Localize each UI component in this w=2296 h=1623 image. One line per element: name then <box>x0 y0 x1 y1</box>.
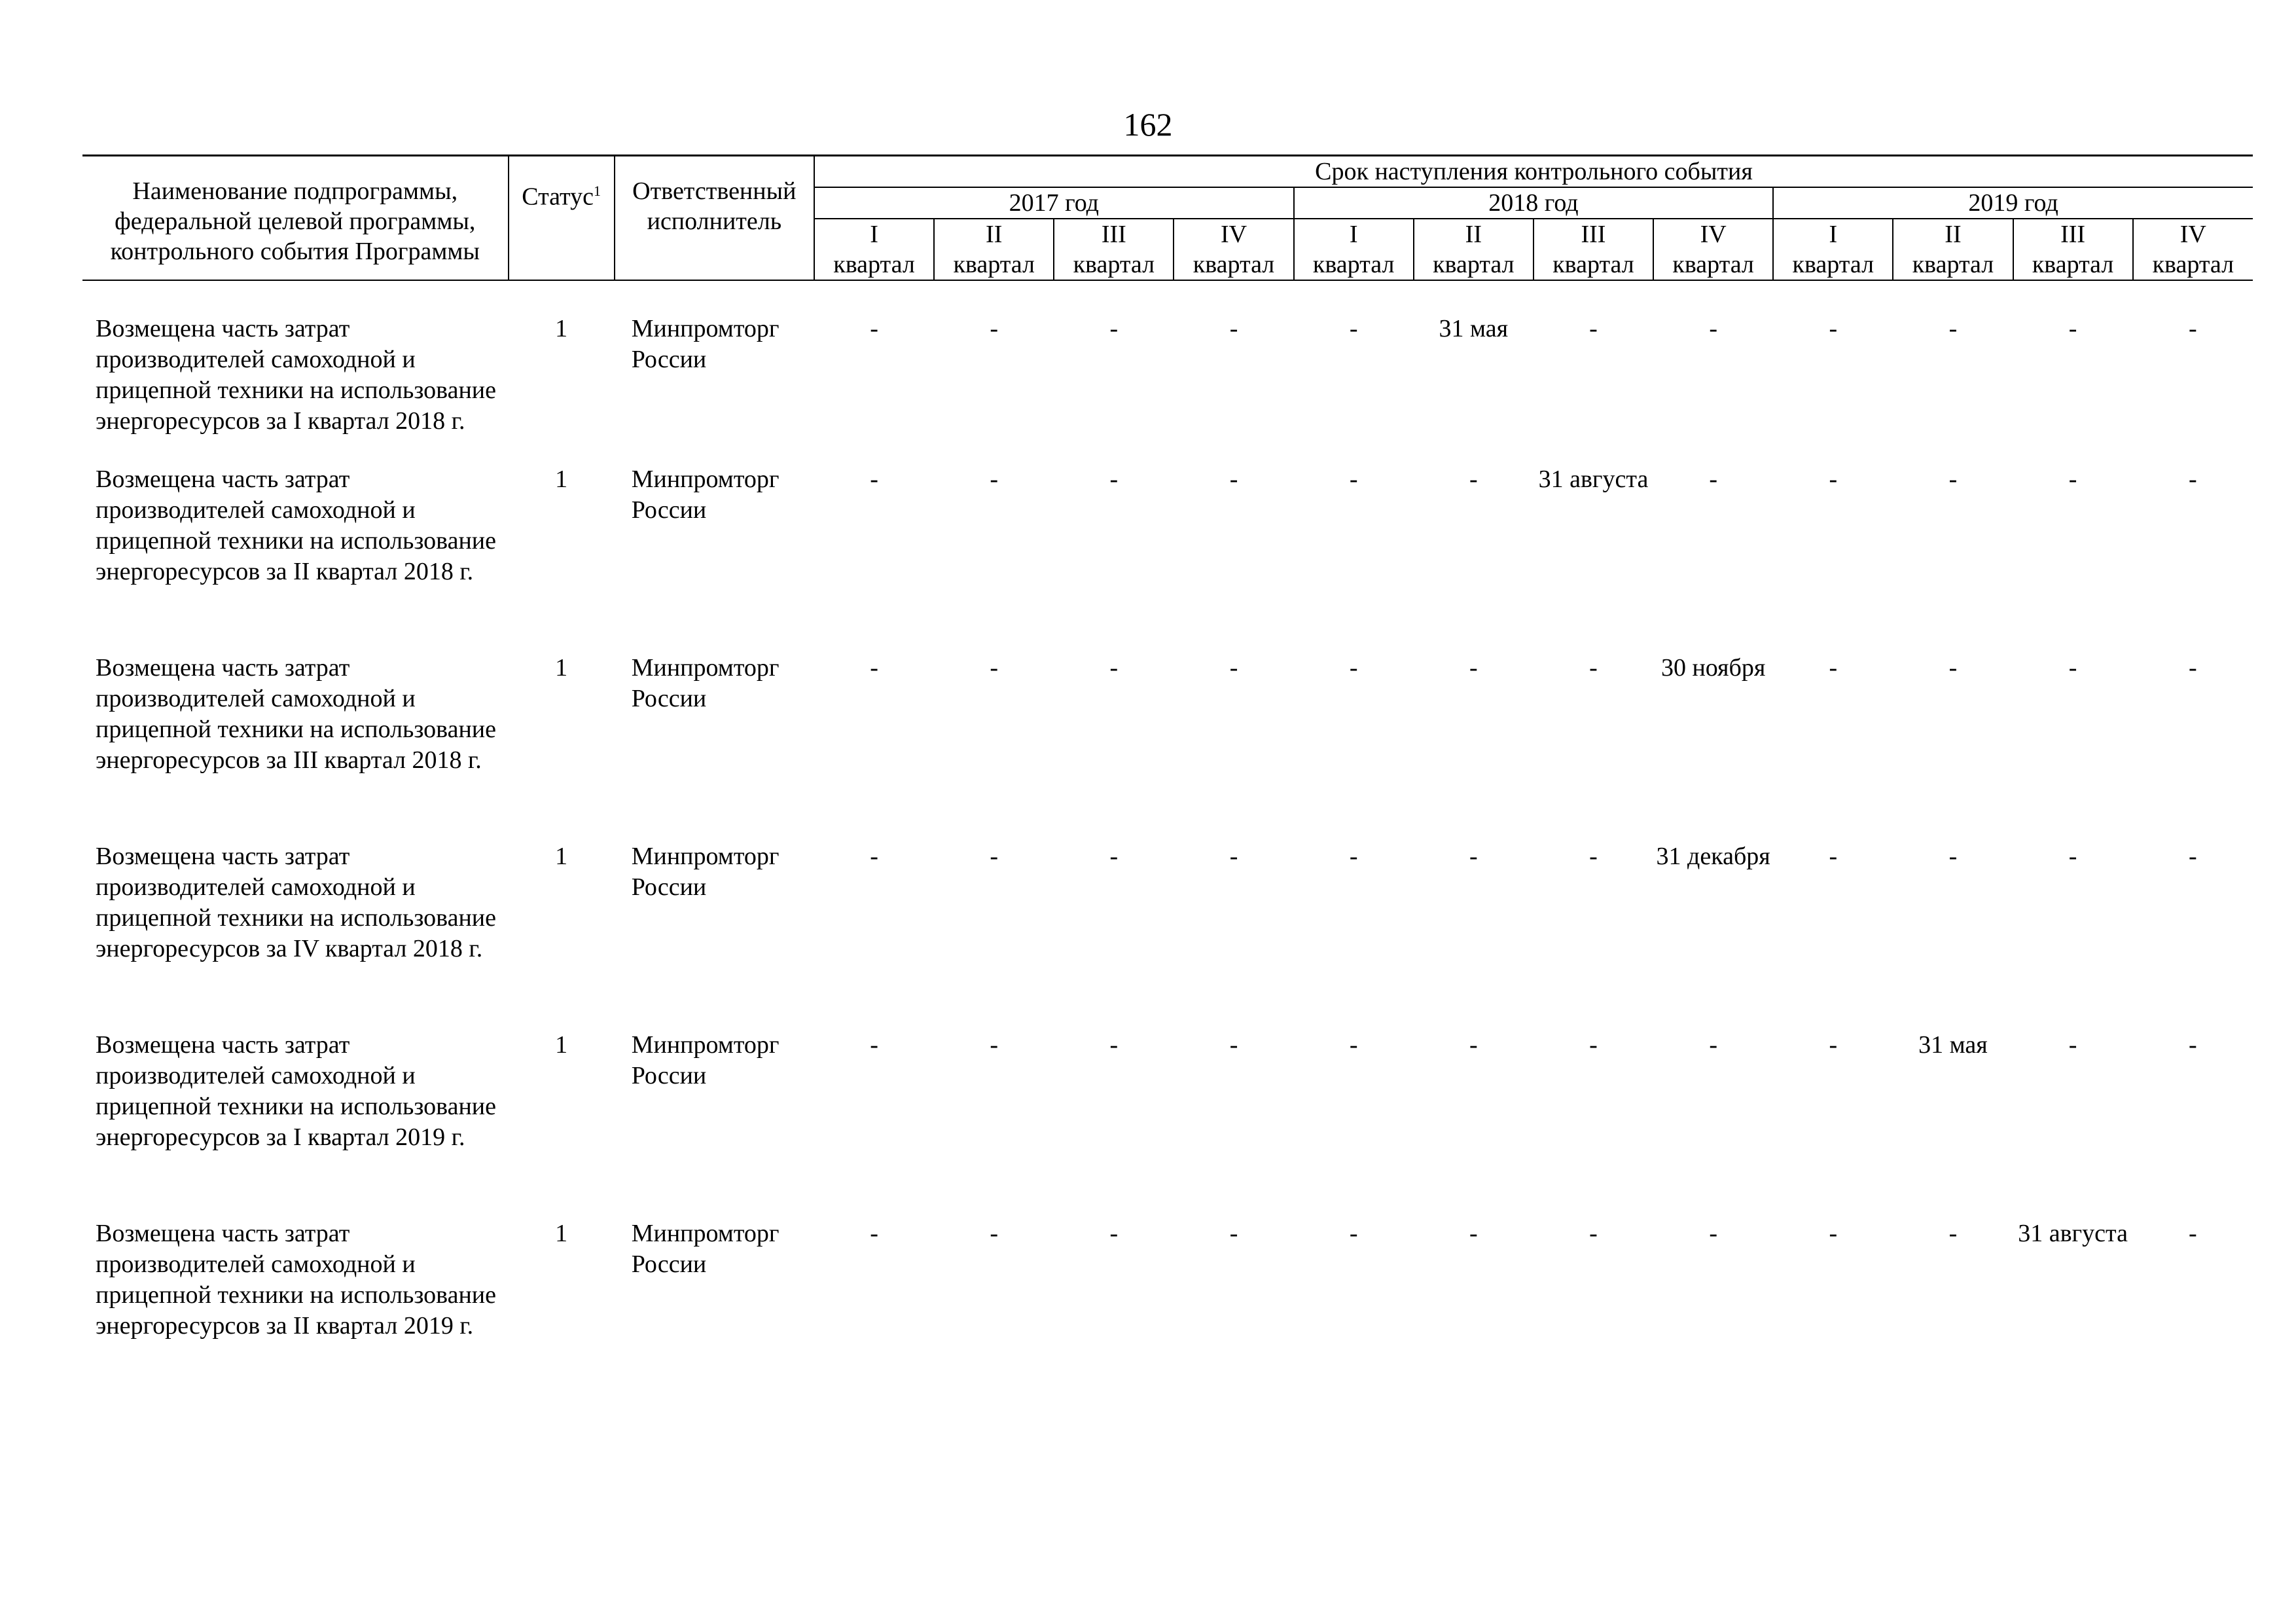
quarter-cell: - <box>1709 465 1717 493</box>
quarter-cell: 31 мая <box>1918 1031 1988 1059</box>
quarter-cell: - <box>1469 1220 1478 1247</box>
quarter-cell: - <box>1469 843 1478 870</box>
quarter-cell: - <box>1109 654 1119 682</box>
quarter-number-header: II <box>1893 219 2013 249</box>
quarter-word-header: квартал <box>1653 249 1773 280</box>
quarter-cell: - <box>1349 1031 1358 1059</box>
quarter-cell: - <box>990 654 999 682</box>
quarter-word-header: квартал <box>1893 249 2013 280</box>
quarter-cell: - <box>2189 465 2197 493</box>
quarter-cell: 31 августа <box>1538 465 1649 493</box>
status-label: Статус <box>522 183 594 211</box>
quarter-cell: - <box>1948 843 1958 870</box>
quarter-word-header: квартал <box>2133 249 2253 280</box>
quarter-number-header: IV <box>1174 219 1293 249</box>
quarter-cell: - <box>870 1031 878 1059</box>
quarter-cell: - <box>1469 465 1478 493</box>
quarter-cell: - <box>1229 654 1238 682</box>
year-header: 2019 год <box>1773 187 2253 219</box>
quarter-number-header: II <box>1414 219 1534 249</box>
quarter-number-header: III <box>1534 219 1653 249</box>
quarter-number-header: I <box>1294 219 1414 249</box>
quarter-cell: - <box>2068 1031 2077 1059</box>
quarter-cell: - <box>1948 465 1958 493</box>
quarter-cell: - <box>1109 1031 1119 1059</box>
table-row <box>82 1030 2253 1218</box>
status-cell: 1 <box>555 843 568 870</box>
year-header: 2017 год <box>814 187 1294 219</box>
quarter-cell: - <box>1948 654 1958 682</box>
table-header <box>82 156 2253 281</box>
event-name-cell: Возмещена часть затрат производителей самоходной и прицепной техники на использование энергоресурсов за II квартал 2019 г. <box>96 1220 496 1340</box>
quarter-word-header: квартал <box>2013 249 2133 280</box>
quarter-cell: - <box>1349 1220 1358 1247</box>
table-row <box>82 464 2253 653</box>
status-footnote-marker: 1 <box>594 183 601 199</box>
responsible-column-header: Ответственный исполнитель <box>615 156 814 281</box>
quarter-cell: - <box>1349 315 1358 342</box>
quarter-cell: - <box>2068 465 2077 493</box>
table-row <box>82 653 2253 841</box>
status-cell: 1 <box>555 465 568 493</box>
quarter-word-header: квартал <box>1294 249 1414 280</box>
quarter-cell: - <box>1109 1220 1119 1247</box>
table-row <box>82 841 2253 1030</box>
responsible-cell: Минпромторг России <box>631 1031 780 1089</box>
status-cell: 1 <box>555 1031 568 1059</box>
status-cell: 1 <box>555 315 568 342</box>
quarter-cell: - <box>1948 1220 1958 1247</box>
quarter-cell: - <box>870 654 878 682</box>
quarter-cell: 31 декабря <box>1656 843 1770 870</box>
quarter-cell: - <box>1109 315 1119 342</box>
quarter-word-header: квартал <box>1054 249 1174 280</box>
name-column-header: Наименование подпрограммы, федеральной целевой программы, контрольного события Программы <box>82 156 509 281</box>
quarter-number-header: I <box>1773 219 1893 249</box>
quarter-number-header: II <box>934 219 1054 249</box>
quarter-cell: - <box>1589 654 1598 682</box>
quarter-cell: - <box>1709 1220 1717 1247</box>
quarter-cell: - <box>1829 654 1838 682</box>
status-cell: 1 <box>555 1220 568 1247</box>
quarter-cell: - <box>990 315 999 342</box>
quarter-cell: - <box>1109 465 1119 493</box>
quarter-cell: - <box>1589 1031 1598 1059</box>
control-events-table <box>82 155 2253 1407</box>
quarter-word-header: квартал <box>814 249 934 280</box>
quarter-cell: - <box>2189 315 2197 342</box>
quarter-cell: - <box>1829 843 1838 870</box>
quarter-cell: 30 ноября <box>1660 654 1766 682</box>
quarter-cell: - <box>1229 315 1238 342</box>
quarter-cell: - <box>1229 1031 1238 1059</box>
event-name-cell: Возмещена часть затрат производителей самоходной и прицепной техники на использование энергоресурсов за III квартал 2018 г. <box>96 654 496 774</box>
quarter-cell: - <box>1349 654 1358 682</box>
event-name-cell: Возмещена часть затрат производителей самоходной и прицепной техники на использование энергоресурсов за II квартал 2018 г. <box>96 465 496 585</box>
quarter-cell: - <box>1469 1031 1478 1059</box>
quarter-cell: - <box>1709 1031 1717 1059</box>
quarter-cell: - <box>1589 843 1598 870</box>
quarter-cell: 31 мая <box>1439 315 1509 342</box>
quarter-cell: - <box>990 465 999 493</box>
quarter-cell: - <box>1589 315 1598 342</box>
quarter-number-header: I <box>814 219 934 249</box>
quarter-number-header: III <box>2013 219 2133 249</box>
event-name-cell: Возмещена часть затрат производителей самоходной и прицепной техники на использование энергоресурсов за IV квартал 2018 г. <box>96 843 496 962</box>
quarter-number-header: III <box>1054 219 1174 249</box>
quarter-cell: - <box>870 465 878 493</box>
quarter-cell: - <box>1709 315 1717 342</box>
quarter-cell: - <box>2189 843 2197 870</box>
quarter-cell: - <box>1829 1220 1838 1247</box>
quarter-cell: - <box>1589 1220 1598 1247</box>
quarter-word-header: квартал <box>934 249 1054 280</box>
responsible-cell: Минпромторг России <box>631 465 780 524</box>
quarter-cell: - <box>1349 465 1358 493</box>
table-row <box>82 1218 2253 1407</box>
quarter-cell: - <box>2189 654 2197 682</box>
page-number: 162 <box>1123 106 1173 143</box>
table-body <box>82 280 2253 1407</box>
quarter-cell: - <box>990 843 999 870</box>
quarter-cell: - <box>1469 654 1478 682</box>
quarter-cell: - <box>990 1031 999 1059</box>
responsible-cell: Минпромторг России <box>631 315 780 373</box>
status-cell: 1 <box>555 654 568 682</box>
quarter-cell: - <box>1109 843 1119 870</box>
event-name-cell: Возмещена часть затрат производителей самоходной и прицепной техники на использование энергоресурсов за I квартал 2018 г. <box>96 315 496 435</box>
quarter-cell: - <box>2189 1220 2197 1247</box>
quarter-cell: - <box>1229 843 1238 870</box>
quarter-cell: - <box>1829 465 1838 493</box>
quarter-word-header: квартал <box>1773 249 1893 280</box>
quarter-cell: - <box>1229 1220 1238 1247</box>
responsible-cell: Минпромторг России <box>631 654 780 712</box>
quarter-word-header: квартал <box>1534 249 1653 280</box>
year-header: 2018 год <box>1294 187 1774 219</box>
quarter-cell: - <box>2189 1031 2197 1059</box>
quarter-cell: - <box>2068 843 2077 870</box>
table-row <box>82 280 2253 464</box>
quarter-word-header: квартал <box>1174 249 1293 280</box>
responsible-cell: Минпромторг России <box>631 1220 780 1278</box>
quarter-number-header: IV <box>2133 219 2253 249</box>
quarter-cell: - <box>1229 465 1238 493</box>
quarter-word-header: квартал <box>1414 249 1534 280</box>
deadline-group-header: Срок наступления контрольного события <box>814 156 2253 188</box>
responsible-cell: Минпромторг России <box>631 843 780 901</box>
quarter-cell: - <box>990 1220 999 1247</box>
quarter-cell: - <box>1829 1031 1838 1059</box>
quarter-cell: - <box>870 315 878 342</box>
status-column-header <box>509 156 615 281</box>
quarter-cell: - <box>1829 315 1838 342</box>
quarter-number-header: IV <box>1653 219 1773 249</box>
quarter-cell: - <box>1349 843 1358 870</box>
quarter-cell: - <box>870 1220 878 1247</box>
quarter-cell: - <box>870 843 878 870</box>
quarter-cell: 31 августа <box>2018 1220 2128 1247</box>
quarter-cell: - <box>2068 654 2077 682</box>
event-name-cell: Возмещена часть затрат производителей самоходной и прицепной техники на использование энергоресурсов за I квартал 2019 г. <box>96 1031 496 1151</box>
quarter-cell: - <box>2068 315 2077 342</box>
quarter-cell: - <box>1948 315 1958 342</box>
